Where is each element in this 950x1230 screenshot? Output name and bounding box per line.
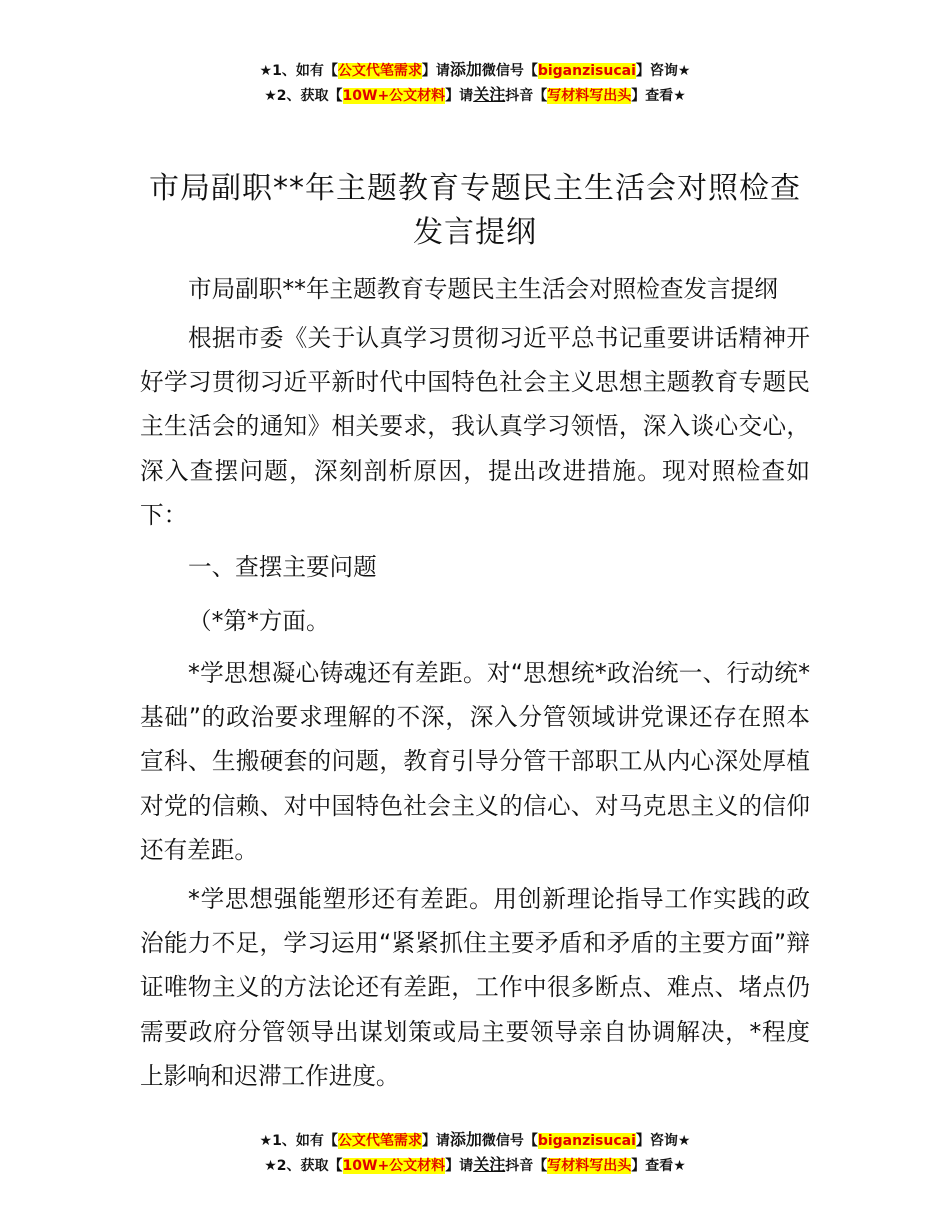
banner-text: 抖音【 [505,88,548,104]
subsection-heading [140,599,810,643]
banner-text: 】请 [445,1158,474,1174]
banner-line-1 [0,58,950,83]
banner-highlight: 写材料写出头 [547,1158,632,1174]
banner-text: 】请 [421,1133,450,1149]
banner-highlight: 公文代笔需求 [337,1133,422,1149]
banner-text: 】查看★ [631,88,686,104]
paragraph [140,267,810,311]
section-heading [140,545,810,589]
banner-text: 关注 [473,85,506,104]
paragraph [140,316,810,537]
banner-text: 添加 [449,1130,482,1149]
banner-text: 添加 [449,60,482,79]
banner-text: 关注 [473,1155,506,1174]
banner-text: ★1、如有【 [259,63,338,79]
banner-text: 抖音【 [505,1158,548,1174]
paragraph-text: 市局副职**年主题教育专题民主生活会对照检查发言提纲 [188,275,778,303]
banner-text: 】请 [421,63,450,79]
banner-text: ★1、如有【 [259,1133,338,1149]
banner-line-2 [0,1153,950,1178]
banner-highlight: biganzisucai [537,63,636,79]
header-banner [0,58,950,108]
banner-highlight: 写材料写出头 [547,88,632,104]
paragraph [140,651,810,872]
banner-text: 微信号【 [481,63,538,79]
paragraph-text: （*第*方面。 [188,607,330,635]
banner-text: 】咨询★ [635,63,691,79]
banner-highlight: 10W+公文材料 [342,88,446,104]
banner-text: 微信号【 [481,1133,538,1149]
banner-text: ★2、获取【 [264,88,343,104]
paragraph-text: 根据市委《关于认真学习贯彻习近平总书记重要讲话精神开好学习贯彻习近平新时代中国特色社会主义思想主题教育专题民主生活会的通知》相关要求，我认真学习领悟，深入谈心交心，深入查摆问题，深刻剖析原因，提出改进措施。现对照检查如下： [140,324,810,529]
footer-banner [0,1128,950,1178]
banner-text: 】请 [445,88,474,104]
banner-line-2 [0,83,950,108]
banner-text: 】咨询★ [635,1133,691,1149]
banner-text: 】查看★ [631,1158,686,1174]
banner-line-1 [0,1128,950,1153]
document-title: 市局副职**年主题教育专题民主生活会对照检查发言提纲 [149,171,801,250]
paragraph-text: 一、查摆主要问题 [188,553,377,581]
banner-highlight: biganzisucai [537,1133,636,1149]
paragraph [140,877,810,1098]
banner-text: ★2、获取【 [264,1158,343,1174]
paragraph-text: *学思想凝心铸魂还有差距。对“思想统*政治统一、行动统*基础”的政治要求理解的不深，深入分管领域讲党课还存在照本宣科、生搬硬套的问题，教育引导分管干部职工从内心深处厚植对党的信赖、对中国特色社会主义的信心、对马克思主义的信仰还有差距。 [140,659,810,864]
banner-highlight: 公文代笔需求 [337,63,422,79]
paragraph-text: *学思想强能塑形还有差距。用创新理论指导工作实践的政治能力不足，学习运用“紧紧抓住主要矛盾和矛盾的主要方面”辩证唯物主义的方法论还有差距，工作中很多断点、难点、堵点仍需要政府分管领导出谋划策或局主要领导亲自协调解决，*程度上影响和迟滞工作进度。 [140,885,810,1090]
banner-highlight: 10W+公文材料 [342,1158,446,1174]
